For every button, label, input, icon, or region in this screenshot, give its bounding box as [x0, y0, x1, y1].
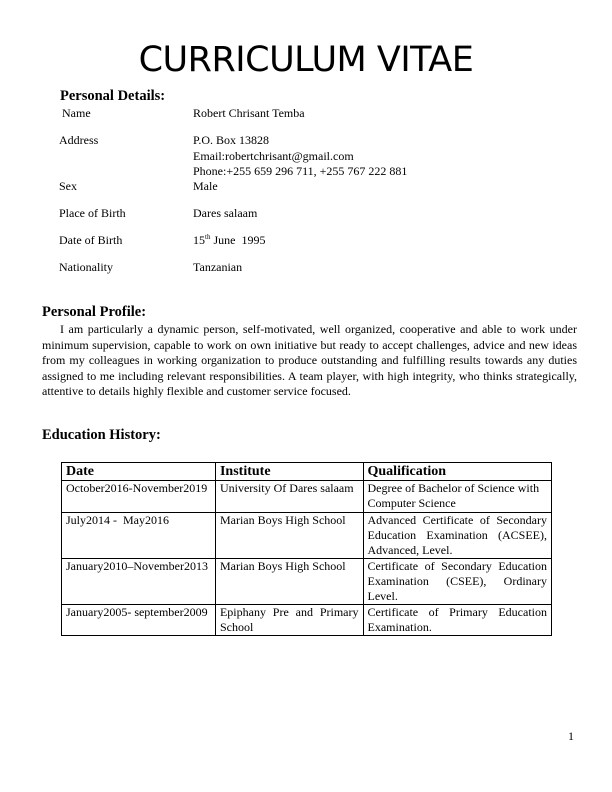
cell-date: January2010–November2013	[62, 559, 216, 605]
dob-value	[193, 233, 265, 248]
sex-value: Male	[193, 179, 218, 193]
page-number: 1	[568, 729, 574, 743]
dob-label: Date of Birth	[59, 233, 123, 247]
cell-institute: University Of Dares salaam	[215, 481, 363, 513]
dob-day: 15	[193, 233, 205, 247]
sex-label: Sex	[59, 179, 77, 193]
nationality-value: Tanzanian	[193, 260, 243, 274]
cell-qualification: Advanced Certificate of Secondary Education Examination (ACSEE), Advanced, Level.	[363, 513, 552, 559]
cell-qualification: Certificate of Primary Education Examination.	[363, 605, 552, 636]
table-header-row	[62, 463, 552, 481]
education-table	[61, 462, 552, 636]
pob-label: Place of Birth	[59, 206, 126, 220]
cell-institute: Epiphany Pre and Primary School	[215, 605, 363, 636]
profile-heading: Personal Profile:	[42, 304, 147, 320]
address-label: Address	[59, 133, 99, 147]
table-row	[62, 605, 552, 636]
profile-text: I am particularly a dynamic person, self-motivated, well organized, cooperative and able to work under minimum supervision, capable to work on own initiative but ready to accept challenges, advice and new ideas from my colleagues in working organization to produce outstanding and fulfilling results towards any duties assigned to me including relevant responsibilities. A team player, with high integrity, who thinks strategically, attentive to details highly flexible and customer service focused.	[42, 322, 577, 398]
cell-qualification: Degree of Bachelor of Science with Computer Science	[363, 481, 552, 513]
table-row	[62, 513, 552, 559]
email-value: Email:robertchrisant@gmail.com	[193, 149, 354, 163]
cell-qualification: Certificate of Secondary Education Examination (CSEE), Ordinary Level.	[363, 559, 552, 605]
header-qualification: Qualification	[363, 463, 552, 481]
cell-institute: Marian Boys High School	[215, 513, 363, 559]
cell-date: January2005- september2009	[62, 605, 216, 636]
cell-institute: Marian Boys High School	[215, 559, 363, 605]
name-label: Name	[62, 106, 91, 120]
document-title: CURRICULUM VITAE	[138, 40, 474, 80]
education-heading: Education History:	[42, 427, 161, 443]
cell-date: July2014 - May2016	[62, 513, 216, 559]
personal-details-heading: Personal Details:	[60, 88, 166, 104]
table-row	[62, 559, 552, 605]
name-value: Robert Chrisant Temba	[193, 106, 305, 120]
header-date: Date	[62, 463, 216, 481]
nationality-label: Nationality	[59, 260, 113, 274]
dob-suffix: th	[205, 233, 211, 241]
dob-rest: June 1995	[210, 233, 266, 247]
cell-date: October2016-November2019	[62, 481, 216, 513]
header-institute: Institute	[215, 463, 363, 481]
phone-value: Phone:+255 659 296 711, +255 767 222 881	[193, 164, 408, 178]
table-row	[62, 481, 552, 513]
address-box: P.O. Box 13828	[193, 133, 270, 147]
pob-value: Dares salaam	[193, 206, 258, 220]
